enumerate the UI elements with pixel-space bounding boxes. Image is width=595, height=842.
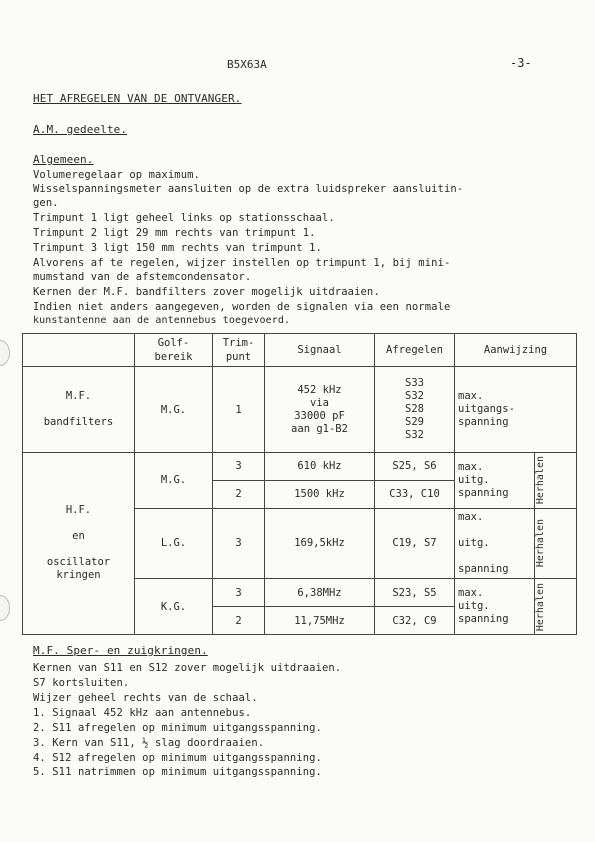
general-line: Volumeregelaar op maximum. — [33, 169, 200, 181]
mf-line: Wijzer geheel rechts van de schaal. — [33, 692, 258, 704]
golf-cell: L.G. — [135, 508, 213, 579]
afregelen-cell: C19, S7 — [375, 508, 455, 579]
golf-cell: K.G. — [135, 579, 213, 635]
note-cell — [535, 579, 577, 635]
afregelen-cell: C33, C10 — [375, 480, 455, 508]
general-heading: Algemeen. — [33, 153, 94, 166]
section-mf-bandfilters: M.F. bandfilters — [23, 367, 135, 453]
mf-step: 3. Kern van S11, ½ slag doordraaien. — [33, 737, 265, 749]
mf-line: Kernen van S11 en S12 zover mogelijk uitdraaien. — [33, 662, 342, 674]
note-cell — [535, 508, 577, 579]
signaal-cell: 169,5kHz — [265, 508, 375, 579]
punch-hole-bottom — [0, 595, 10, 621]
general-line: Alvorens af te regelen, wijzer instellen op trimpunt 1, bij mini- — [33, 257, 451, 269]
header-afregelen: Afregelen — [375, 334, 455, 367]
trim-cell: 3 — [213, 579, 265, 607]
table-row-mf — [23, 367, 577, 453]
general-line: Indien niet anders aangegeven, worden de signalen via een normale — [33, 301, 451, 313]
trim-cell: 2 — [213, 480, 265, 508]
golf-cell: M.G. — [135, 452, 213, 508]
alignment-table — [22, 333, 577, 635]
afregelen-cell: S25, S6 — [375, 452, 455, 480]
afregelen-cell: S33 S32 S28 S29 S32 — [375, 367, 455, 453]
signaal-cell: 1500 kHz — [265, 480, 375, 508]
herhalen-note: Herhalen — [535, 519, 546, 568]
trim-cell: 1 — [213, 367, 265, 453]
aanwijzing-cell: max. uitgangs- spanning — [455, 367, 577, 453]
punch-hole-top — [0, 340, 10, 366]
herhalen-note: Herhalen — [535, 456, 546, 505]
trim-cell: 3 — [213, 452, 265, 480]
header-signaal: Signaal — [265, 334, 375, 367]
mf-step: 5. S11 natrimmen op minimum uitgangsspanning. — [33, 766, 322, 778]
table-header-row — [23, 334, 577, 367]
mf-sper-heading: M.F. Sper- en zuigkringen. — [33, 644, 208, 657]
general-line: Kernen der M.F. bandfilters zover mogelijk uitdraaien. — [33, 286, 380, 298]
document-code: B5X63A — [227, 58, 267, 71]
general-line: mumstand van de afstemcondensator. — [33, 271, 252, 283]
trim-cell: 2 — [213, 607, 265, 635]
signaal-cell: 610 kHz — [265, 452, 375, 480]
general-line: Trimpunt 3 ligt 150 mm rechts van trimpunt 1. — [33, 242, 322, 254]
header-golfbereik: Golf- bereik — [135, 334, 213, 367]
section-hf-oscillator: H.F. en oscillator kringen — [23, 452, 135, 634]
note-cell — [535, 452, 577, 508]
general-line: Trimpunt 1 ligt geheel links op stationsschaal. — [33, 212, 335, 224]
mf-step: 1. Signaal 452 kHz aan antennebus. — [33, 707, 252, 719]
header-trimpunt: Trim- punt — [213, 334, 265, 367]
header-aanwijzing: Aanwijzing — [455, 334, 577, 367]
afregelen-cell: C32, C9 — [375, 607, 455, 635]
afregelen-cell: S23, S5 — [375, 579, 455, 607]
golf-cell: M.G. — [135, 367, 213, 453]
mf-step: 4. S12 afregelen op minimum uitgangsspanning. — [33, 752, 322, 764]
am-section-heading: A.M. gedeelte. — [33, 123, 128, 136]
header-empty-cell — [23, 334, 135, 367]
general-line: Wisselspanningsmeter aansluiten op de extra luidspreker aansluitin- — [33, 183, 464, 195]
signaal-cell: 6,38MHz — [265, 579, 375, 607]
aanwijzing-cell: max. uitg. spanning — [455, 508, 535, 579]
aanwijzing-cell: max. uitg. spanning — [455, 579, 535, 635]
signaal-cell: 452 kHz via 33000 pF aan g1-B2 — [265, 367, 375, 453]
table-row-mg-1 — [23, 452, 577, 480]
aanwijzing-cell: max. uitg. spanning — [455, 452, 535, 508]
general-line: kunstantenne aan de antennebus toegevoerd. — [33, 315, 291, 326]
herhalen-note: Herhalen — [535, 582, 546, 631]
general-line: gen. — [33, 197, 59, 209]
mf-line: S7 kortsluiten. — [33, 677, 130, 689]
general-line: Trimpunt 2 ligt 29 mm rechts van trimpunt 1. — [33, 227, 316, 239]
signaal-cell: 11,75MHz — [265, 607, 375, 635]
document-title: HET AFREGELEN VAN DE ONTVANGER. — [33, 92, 242, 105]
mf-step: 2. S11 afregelen op minimum uitgangsspanning. — [33, 722, 322, 734]
trim-cell: 3 — [213, 508, 265, 579]
page-number: -3- — [510, 56, 532, 70]
